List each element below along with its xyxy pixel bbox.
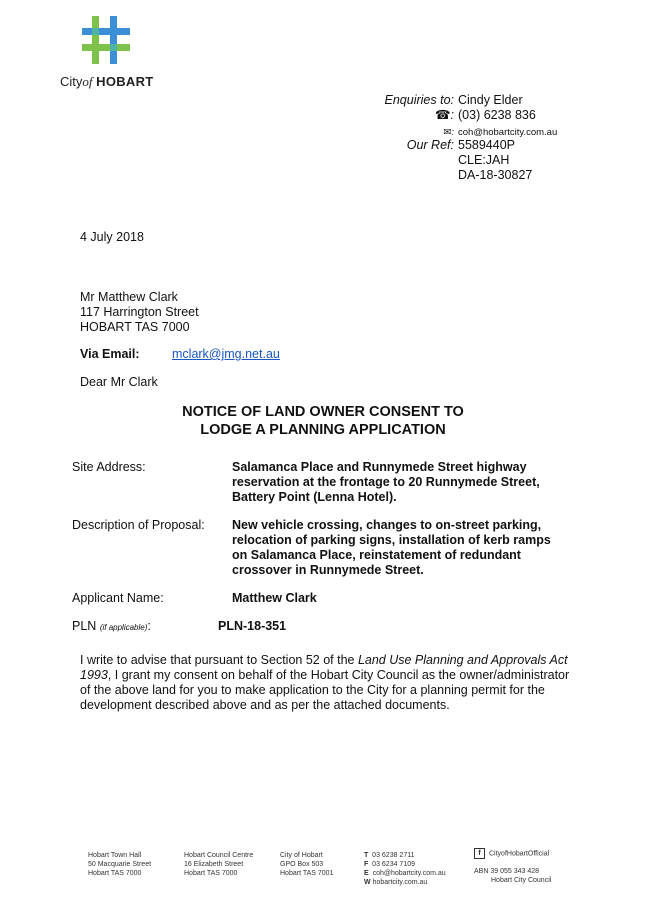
our-ref-value: DA-18-30827 <box>458 168 533 182</box>
footer-council-centre: Hobart Council Centre 16 Elizabeth Street Hobart TAS 7000 <box>184 852 254 877</box>
facebook-name: CityofHobartOfficial <box>489 850 550 858</box>
recipient-address <box>80 290 199 335</box>
recipient-name: Mr Matthew Clark <box>80 290 178 304</box>
enquiries-label: Enquiries to: <box>384 93 454 107</box>
pln-label: PLN (if applicable): <box>72 619 151 633</box>
email-value: coh@hobartcity.com.au <box>458 127 558 138</box>
email-icon: ✉: <box>443 127 454 138</box>
consent-paragraph: I write to advise that pursuant to Section 52 of the Land Use Planning and Approvals Act 1993, I grant my consent on behalf of the Hobart City Council as the owner/administrator of the above land for you to make application to the City for a planning permit for the development described above and as per the attached documents. <box>80 653 570 712</box>
notice-title <box>0 403 646 439</box>
footer-contacts: T 03 6238 2711 F 03 6234 7109 E coh@hobartcity.com.au W hobartcity.com.au <box>364 852 446 886</box>
abn: ABN 39 055 343 428 <box>474 868 539 875</box>
salutation: Dear Mr Clark <box>80 375 158 389</box>
site-address-label: Site Address: <box>72 460 146 474</box>
proposal-label: Description of Proposal: <box>72 518 205 532</box>
phone-value: (03) 6238 836 <box>458 108 536 122</box>
city-of-hobart-logo <box>80 14 162 66</box>
our-ref-value: 5589440P <box>458 138 516 152</box>
pln-note: (if applicable) <box>99 623 148 632</box>
via-email-label: Via Email: <box>80 347 140 361</box>
recipient-street: 117 Harrington Street <box>80 305 199 319</box>
our-ref-label: Our Ref: <box>406 138 454 152</box>
enquiries-contact: Cindy Elder <box>458 93 523 107</box>
applicant-label: Applicant Name: <box>72 591 164 605</box>
hobart-logo-mark-icon <box>80 14 132 66</box>
recipient-city: HOBART TAS 7000 <box>80 320 190 334</box>
logo-wordmark: Cityof HOBART <box>60 74 154 89</box>
recipient-email-link[interactable]: mclark@jmg.net.au <box>172 347 280 361</box>
proposal-value: New vehicle crossing, changes to on-street parking, relocation of parking signs, installation of kerb ramps on Salamanca Place, reinstatement of redundant crossover in Runnymede Street. <box>232 518 551 577</box>
council-name: Hobart City Council <box>491 877 552 884</box>
notice-title-line: LODGE A PLANNING APPLICATION <box>200 422 446 438</box>
pln-value: PLN-18-351 <box>218 619 287 633</box>
site-address-value: Salamanca Place and Runnymede Street highway reservation at the frontage to 20 Runnymede Street, Battery Point (Lenna Hotel). <box>232 460 540 504</box>
facebook-icon: f <box>474 848 485 859</box>
our-ref-value: CLE:JAH <box>458 153 510 167</box>
act-name: Land Use Planning and Approvals Act 1993 <box>80 653 568 682</box>
phone-icon: ☎: <box>434 108 454 122</box>
footer-social <box>474 848 551 885</box>
applicant-value: Matthew Clark <box>232 591 317 605</box>
footer-town-hall: Hobart Town Hall 50 Macquarie Street Hobart TAS 7000 <box>88 852 152 877</box>
footer-postal: City of Hobart GPO Box 503 Hobart TAS 7001 <box>280 852 334 877</box>
notice-title-line: NOTICE OF LAND OWNER CONSENT TO <box>182 404 464 420</box>
letter-date: 4 July 2018 <box>80 230 144 244</box>
